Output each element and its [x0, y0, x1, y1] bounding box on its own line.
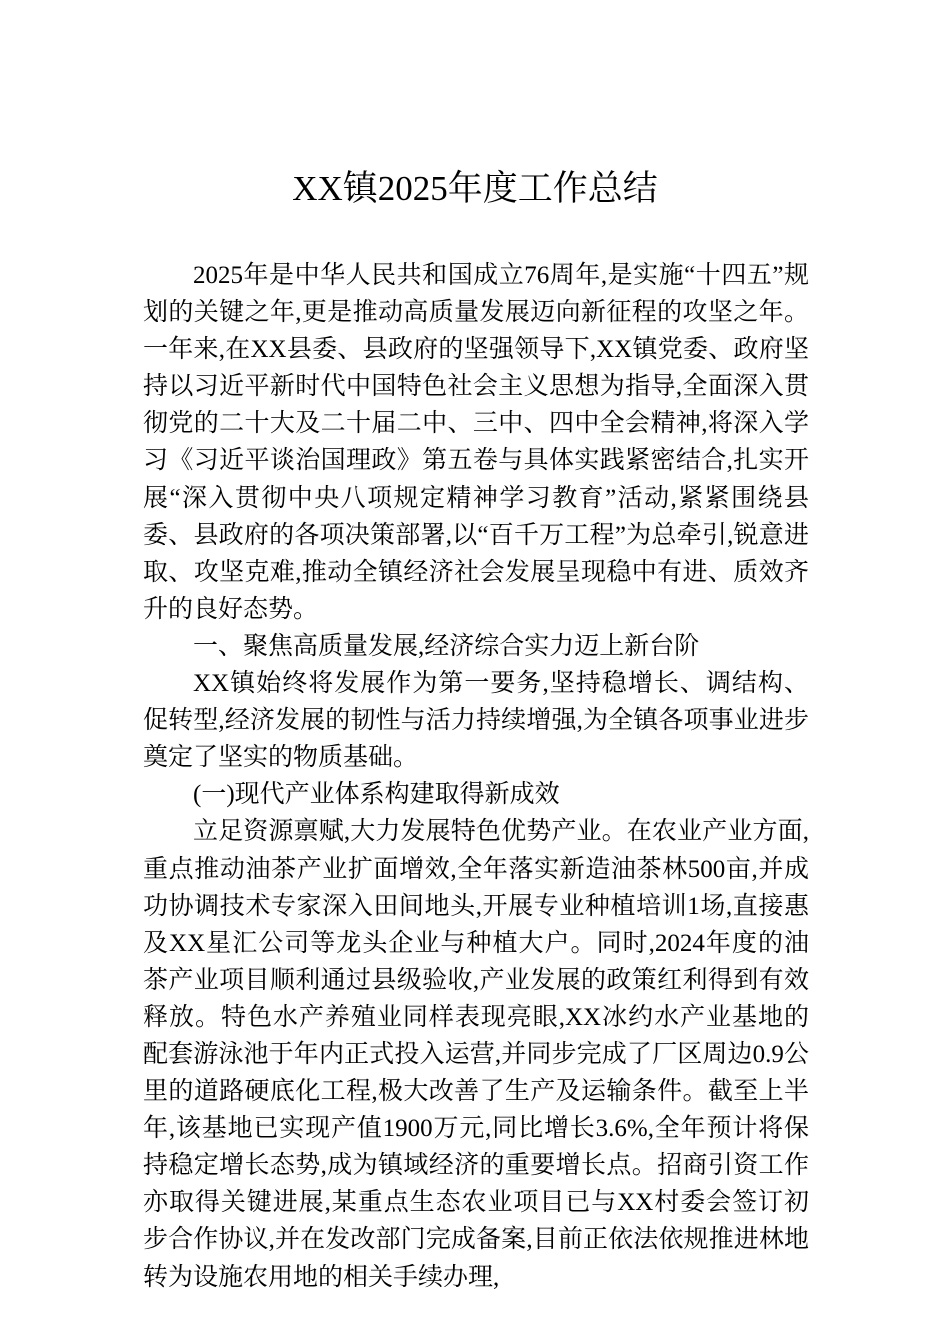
- paragraph-section-1-intro: XX镇始终将发展作为第一要务,坚持稳增长、调结构、促转型,经济发展的韧性与活力持续增强,为全镇各项事业进步奠定了坚实的物质基础。: [143, 670, 809, 772]
- subsection-heading-1: (一)现代产业体系构建取得新成效: [193, 781, 560, 809]
- document-body: [143, 257, 809, 1296]
- document-title: XX镇2025年度工作总结: [292, 169, 658, 208]
- paragraph-intro: 2025年是中华人民共和国成立76周年,是实施“十四五”规划的关键之年,更是推动高质量发展迈向新征程的攻坚之年。一年来,在XX县委、县政府的坚强领导下,XX镇党委、政府坚持以习近平新时代中国特色社会主义思想为指导,全面深入贯彻党的二十大及二十届二中、三中、四中全会精神,将深入学习《习近平谈治国理政》第五卷与具体实践紧密结合,扎实开展“深入贯彻中央八项规定精神学习教育”活动,紧紧围绕县委、县政府的各项决策部署,以“百千万工程”为总牵引,锐意进取、攻坚克难,推动全镇经济社会发展呈现稳中有进、质效齐升的良好态势。: [143, 262, 809, 623]
- paragraph-subsection-1: 立足资源禀赋,大力发展特色优势产业。在农业产业方面,重点推动油茶产业扩面增效,全年落实新造油茶林500亩,并成功协调技术专家深入田间地头,开展专业种植培训1场,直接惠及XX星汇公司等龙头企业与种植大户。同时,2024年度的油茶产业项目顺利通过县级验收,产业发展的政策红利得到有效释放。特色水产养殖业同样表现亮眼,XX冰约水产业基地的配套游泳池于年内正式投入运营,并同步完成了厂区周边0.9公里的道路硬底化工程,极大改善了生产及运输条件。截至上半年,该基地已实现产值1900万元,同比增长3.6%,全年预计将保持稳定增长态势,成为镇域经济的重要增长点。招商引资工作亦取得关键进展,某重点生态农业项目已与XX村委会签订初步合作协议,并在发改部门完成备案,目前正依法依规推进林地转为设施农用地的相关手续办理,: [143, 818, 809, 1291]
- section-heading-1: 一、聚焦高质量发展,经济综合实力迈上新台阶: [193, 632, 700, 660]
